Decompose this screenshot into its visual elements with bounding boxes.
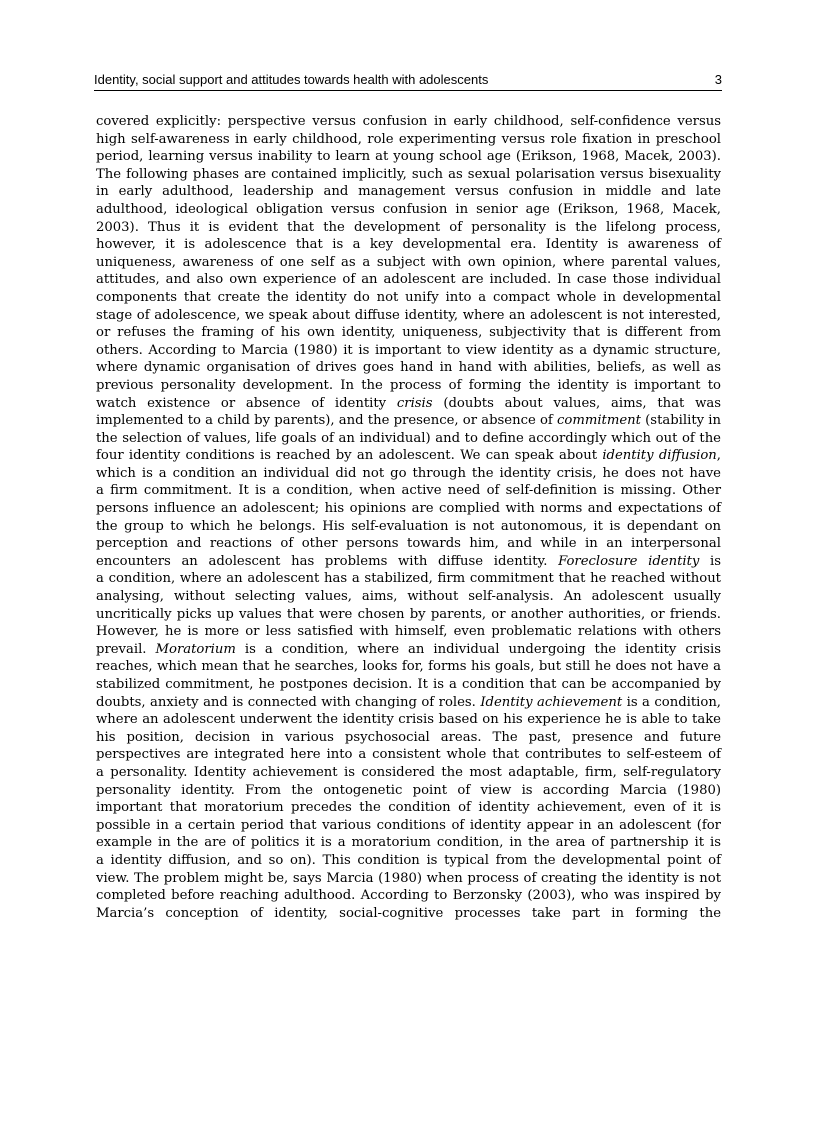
text-run: perspectives are integrated here into a consistent whole that contributes to self-esteem of	[96, 747, 721, 763]
text-line	[96, 465, 721, 483]
text-line	[96, 746, 721, 764]
text-run: where an adolescent underwent the identity crisis based on his experience he is able to take	[96, 712, 721, 728]
body-paragraph	[96, 113, 721, 922]
text-run: is a condition,	[622, 694, 722, 710]
text-run: important that moratorium precedes the condition of identity achievement, even of it is	[96, 800, 721, 816]
text-run: the group to which he belongs. His self-evaluation is not autonomous, it is dependant on	[96, 518, 721, 534]
text-line	[96, 500, 721, 518]
page-number: 3	[714, 72, 722, 87]
text-run: personality identity. From the ontogenetic point of view is according Marcia (1980)	[96, 782, 721, 798]
text-run: high self-awareness in early childhood, role experimenting versus role fixation in preschool	[96, 131, 721, 147]
text-line	[96, 606, 721, 624]
text-line	[96, 905, 721, 923]
text-run: reaches, which mean that he searches, looks for, forms his goals, but still he does not have a	[96, 659, 721, 675]
text-run: in early adulthood, leadership and management versus confusion in middle and late	[96, 184, 721, 200]
text-run: a identity diffusion, and so on). This condition is typical from the developmental point of	[96, 852, 721, 868]
running-header-title: Identity, social support and attitudes towards health with adolescents	[94, 72, 489, 87]
text-line	[96, 307, 721, 325]
text-line	[96, 412, 721, 430]
text-run: is	[699, 553, 721, 569]
text-run: his position, decision in various psychosocial areas. The past, presence and future	[96, 729, 721, 745]
text-line	[96, 430, 721, 448]
text-line	[96, 148, 721, 166]
text-line	[96, 113, 721, 131]
text-run: however, it is adolescence that is a key developmental era. Identity is awareness of	[96, 237, 721, 253]
running-header	[94, 70, 722, 91]
text-run: period, learning versus inability to learn at young school age (Erikson, 1968, Macek, 2003).	[96, 149, 721, 165]
text-run: uniqueness, awareness of one self as a subject with own opinion, where parental values,	[96, 254, 721, 270]
text-line	[96, 588, 721, 606]
text-line	[96, 271, 721, 289]
text-line	[96, 535, 721, 553]
text-line	[96, 447, 721, 465]
text-run: analysing, without selecting values, aims, without self-analysis. An adolescent usually	[96, 589, 721, 605]
text-line	[96, 359, 721, 377]
text-line	[96, 764, 721, 782]
text-run: the selection of values, life goals of an individual) and to define accordingly which out of the	[96, 430, 721, 446]
text-run: view. The problem might be, says Marcia (1980) when process of creating the identity is not	[96, 870, 721, 886]
text-run: persons influence an adolescent; his opinions are complied with norms and expectations of	[96, 501, 721, 517]
text-run: or refuses the framing of his own identity, uniqueness, subjectivity that is different from	[96, 325, 721, 341]
text-run: However, he is more or less satisfied with himself, even problematic relations with others	[96, 624, 721, 640]
text-run: is a condition, where an individual undergoing the identity crisis	[235, 641, 721, 657]
text-run: watch existence or absence of identity	[96, 395, 397, 411]
italic-term: Foreclosure identity	[558, 553, 700, 569]
italic-term: commitment	[557, 413, 641, 429]
text-line	[96, 553, 721, 571]
text-run: possible in a certain period that various conditions of identity appear in an adolescent (for	[96, 817, 721, 833]
text-line	[96, 623, 721, 641]
text-run: implemented to a child by parents), and the presence, or absence of	[96, 413, 557, 429]
text-run: stage of adolescence, we speak about diffuse identity, where an adolescent is not interested,	[96, 307, 721, 323]
text-line	[96, 887, 721, 905]
text-run: adulthood, ideological obligation versus confusion in senior age (Erikson, 1968, Macek,	[96, 201, 721, 217]
text-run: stabilized commitment, he postpones decision. It is a condition that can be accompanied by	[96, 677, 721, 692]
text-run: (doubts about values, aims, that was	[432, 395, 721, 411]
text-line	[96, 694, 721, 712]
text-run: which is a condition an individual did not go through the identity crisis, he does not have	[96, 465, 721, 481]
text-run: encounters an adolescent has problems with diffuse identity.	[96, 553, 559, 569]
text-line	[96, 131, 721, 149]
text-run: others. According to Marcia (1980) it is important to view identity as a dynamic structure,	[96, 342, 721, 358]
text-line	[96, 834, 721, 852]
text-run: doubts, anxiety and is connected with changing of roles.	[96, 694, 481, 710]
text-run: example in the are of politics it is a moratorium condition, in the area of partnership it is	[96, 835, 721, 851]
text-line	[96, 641, 721, 659]
text-line	[96, 782, 721, 800]
text-line	[96, 254, 721, 272]
text-run: a personality. Identity achievement is considered the most adaptable, firm, self-regulatory	[96, 764, 721, 780]
text-line	[96, 852, 721, 870]
text-run: completed before reaching adulthood. According to Berzonsky (2003), who was inspired by	[96, 888, 721, 904]
text-run: Marcia’s conception of identity, social-cognitive processes take part in forming the	[96, 905, 721, 921]
text-line	[96, 482, 721, 500]
text-line	[96, 236, 721, 254]
text-run: four identity conditions is reached by an adolescent. We can speak about	[96, 448, 603, 464]
italic-term: Moratorium	[155, 641, 236, 657]
text-run: prevail.	[96, 641, 156, 657]
text-run: uncritically picks up values that were chosen by parents, or another authorities, or friends.	[96, 606, 721, 622]
text-run: covered explicitly: perspective versus confusion in early childhood, self-confidence versus	[96, 114, 721, 129]
italic-term: Identity achievement	[480, 694, 623, 710]
text-line	[96, 395, 721, 413]
text-line	[96, 658, 721, 676]
text-line	[96, 183, 721, 201]
text-run: a condition, where an adolescent has a stabilized, firm commitment that he reached without	[96, 571, 721, 587]
text-line	[96, 799, 721, 817]
text-run: a firm commitment. It is a condition, when active need of self-definition is missing. Other	[96, 483, 721, 499]
text-line	[96, 518, 721, 536]
text-run: 2003). Thus it is evident that the development of personality is the lifelong process,	[96, 219, 721, 235]
text-run: ,	[716, 448, 721, 464]
text-run: perception and reactions of other persons towards him, and while in an interpersonal	[96, 536, 721, 552]
text-run: where dynamic organisation of drives goes hand in hand with abilities, beliefs, as well as	[96, 360, 721, 376]
text-run: (stability in	[640, 413, 721, 429]
text-run: components that create the identity do not unify into a compact whole in developmental	[96, 289, 721, 305]
text-line	[96, 729, 721, 747]
text-line	[96, 870, 721, 888]
text-line	[96, 377, 721, 395]
text-run: The following phases are contained implicitly, such as sexual polarisation versus bisexuality	[96, 166, 721, 182]
text-line	[96, 817, 721, 835]
text-line	[96, 570, 721, 588]
text-line	[96, 711, 721, 729]
text-run: attitudes, and also own experience of an adolescent are included. In case those individual	[96, 272, 721, 288]
text-line	[96, 342, 721, 360]
text-line	[96, 166, 721, 184]
text-line	[96, 324, 721, 342]
text-line	[96, 219, 721, 237]
italic-term: identity diffusion	[602, 448, 717, 464]
italic-term: crisis	[396, 395, 433, 411]
text-line	[96, 676, 721, 694]
text-run: previous personality development. In the process of forming the identity is important to	[96, 377, 721, 393]
text-line	[96, 201, 721, 219]
text-line	[96, 289, 721, 307]
